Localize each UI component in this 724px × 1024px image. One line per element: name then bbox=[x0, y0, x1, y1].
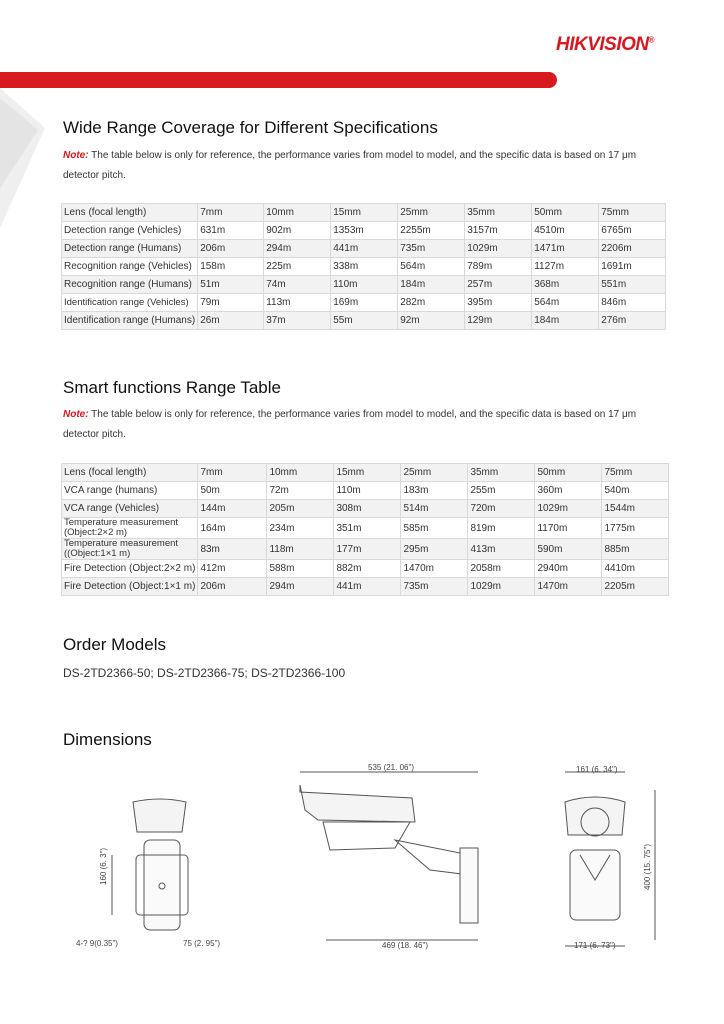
row-label-cell: Temperature measurement ((Object:1×1 m) bbox=[62, 539, 198, 560]
row-label-cell: VCA range (Vehicles) bbox=[62, 500, 198, 518]
value-cell: 540m bbox=[602, 482, 669, 500]
value-cell: 205m bbox=[267, 500, 334, 518]
value-cell: 564m bbox=[398, 258, 465, 276]
value-cell: 789m bbox=[465, 258, 532, 276]
value-cell: 10mm bbox=[264, 204, 331, 222]
value-cell: 118m bbox=[267, 539, 334, 560]
value-cell: 1170m bbox=[535, 518, 602, 539]
value-cell: 413m bbox=[468, 539, 535, 560]
value-cell: 55m bbox=[331, 312, 398, 330]
wide-range-note: Note: The table below is only for reference, the performance varies from model to model, and the specific data is based on 17 μm detector pitch. bbox=[63, 150, 637, 181]
value-cell: 83m bbox=[198, 539, 267, 560]
value-cell: 15mm bbox=[334, 464, 401, 482]
value-cell: 1470m bbox=[401, 560, 468, 578]
value-cell: 183m bbox=[401, 482, 468, 500]
value-cell: 551m bbox=[599, 276, 666, 294]
value-cell: 225m bbox=[264, 258, 331, 276]
value-cell: 564m bbox=[532, 294, 599, 312]
value-cell: 308m bbox=[334, 500, 401, 518]
value-cell: 92m bbox=[398, 312, 465, 330]
table-row bbox=[62, 222, 666, 240]
value-cell: 1029m bbox=[535, 500, 602, 518]
value-cell: 1029m bbox=[465, 240, 532, 258]
row-label-cell: Temperature measurement (Object:2×2 m) bbox=[62, 518, 198, 539]
value-cell: 846m bbox=[599, 294, 666, 312]
value-cell: 206m bbox=[198, 240, 264, 258]
table-row bbox=[62, 258, 666, 276]
table-row bbox=[62, 560, 669, 578]
table-row bbox=[62, 482, 669, 500]
value-cell: 164m bbox=[198, 518, 267, 539]
dimensions-drawing bbox=[0, 760, 724, 970]
value-cell: 588m bbox=[267, 560, 334, 578]
value-cell: 158m bbox=[198, 258, 264, 276]
value-cell: 2205m bbox=[602, 578, 669, 596]
value-cell: 360m bbox=[535, 482, 602, 500]
wide-range-table bbox=[61, 203, 666, 330]
table-row bbox=[62, 518, 669, 539]
value-cell: 294m bbox=[267, 578, 334, 596]
rear-width-top-label: 161 (6. 34") bbox=[576, 765, 618, 774]
value-cell: 2206m bbox=[599, 240, 666, 258]
value-cell: 294m bbox=[264, 240, 331, 258]
smart-range-note: Note: The table below is only for reference, the performance varies from model to model, and the specific data is based on 17 μm detector pitch. bbox=[63, 409, 637, 440]
row-label-cell: Detection range (Vehicles) bbox=[62, 222, 198, 240]
value-cell: 177m bbox=[334, 539, 401, 560]
value-cell: 412m bbox=[198, 560, 267, 578]
rear-height-label: 400 (15. 75") bbox=[643, 844, 652, 890]
table-row bbox=[62, 312, 666, 330]
value-cell: 282m bbox=[398, 294, 465, 312]
decorative-shard-graphic bbox=[0, 88, 60, 238]
table-row bbox=[62, 276, 666, 294]
table-row bbox=[62, 464, 669, 482]
value-cell: 631m bbox=[198, 222, 264, 240]
row-label-cell: Detection range (Humans) bbox=[62, 240, 198, 258]
value-cell: 50mm bbox=[535, 464, 602, 482]
value-cell: 144m bbox=[198, 500, 267, 518]
row-label-cell: Lens (focal length) bbox=[62, 204, 198, 222]
value-cell: 51m bbox=[198, 276, 264, 294]
value-cell: 590m bbox=[535, 539, 602, 560]
value-cell: 184m bbox=[398, 276, 465, 294]
value-cell: 72m bbox=[267, 482, 334, 500]
value-cell: 35mm bbox=[465, 204, 532, 222]
front-height-label: 160 (6. 3") bbox=[99, 847, 108, 885]
value-cell: 395m bbox=[465, 294, 532, 312]
value-cell: 819m bbox=[468, 518, 535, 539]
value-cell: 7mm bbox=[198, 464, 267, 482]
value-cell: 1353m bbox=[331, 222, 398, 240]
table-row bbox=[62, 204, 666, 222]
value-cell: 35mm bbox=[468, 464, 535, 482]
value-cell: 74m bbox=[264, 276, 331, 294]
value-cell: 1775m bbox=[602, 518, 669, 539]
value-cell: 2058m bbox=[468, 560, 535, 578]
value-cell: 255m bbox=[468, 482, 535, 500]
value-cell: 1127m bbox=[532, 258, 599, 276]
row-label-cell: Identification range (Vehicles) bbox=[62, 294, 198, 312]
value-cell: 7mm bbox=[198, 204, 264, 222]
wide-range-heading: Wide Range Coverage for Different Specifications bbox=[63, 118, 438, 137]
value-cell: 50mm bbox=[532, 204, 599, 222]
value-cell: 206m bbox=[198, 578, 267, 596]
value-cell: 441m bbox=[331, 240, 398, 258]
table-row bbox=[62, 500, 669, 518]
order-models-heading: Order Models bbox=[63, 635, 166, 654]
table-row bbox=[62, 294, 666, 312]
value-cell: 295m bbox=[401, 539, 468, 560]
side-mount-label: 469 (18. 46") bbox=[382, 941, 428, 950]
value-cell: 351m bbox=[334, 518, 401, 539]
value-cell: 110m bbox=[331, 276, 398, 294]
value-cell: 50m bbox=[198, 482, 267, 500]
value-cell: 257m bbox=[465, 276, 532, 294]
smart-range-table bbox=[61, 463, 669, 596]
value-cell: 1691m bbox=[599, 258, 666, 276]
side-view-drawing bbox=[300, 772, 478, 940]
value-cell: 184m bbox=[532, 312, 599, 330]
smart-range-heading: Smart functions Range Table bbox=[63, 378, 281, 397]
value-cell: 902m bbox=[264, 222, 331, 240]
table-row bbox=[62, 539, 669, 560]
value-cell: 25mm bbox=[401, 464, 468, 482]
value-cell: 37m bbox=[264, 312, 331, 330]
front-width-label: 75 (2. 95") bbox=[183, 939, 221, 948]
row-label-cell: Recognition range (Humans) bbox=[62, 276, 198, 294]
value-cell: 1471m bbox=[532, 240, 599, 258]
rear-view-drawing bbox=[565, 772, 655, 946]
table-row bbox=[62, 578, 669, 596]
value-cell: 75mm bbox=[602, 464, 669, 482]
header-red-bar bbox=[0, 72, 557, 88]
value-cell: 6765m bbox=[599, 222, 666, 240]
value-cell: 10mm bbox=[267, 464, 334, 482]
value-cell: 514m bbox=[401, 500, 468, 518]
value-cell: 2255m bbox=[398, 222, 465, 240]
row-label-cell: Fire Detection (Object:2×2 m) bbox=[62, 560, 198, 578]
order-models-list: DS-2TD2366-50; DS-2TD2366-75; DS-2TD2366-100 bbox=[63, 666, 346, 680]
value-cell: 129m bbox=[465, 312, 532, 330]
dimensions-heading: Dimensions bbox=[63, 730, 152, 749]
value-cell: 2940m bbox=[535, 560, 602, 578]
value-cell: 720m bbox=[468, 500, 535, 518]
value-cell: 25mm bbox=[398, 204, 465, 222]
value-cell: 735m bbox=[398, 240, 465, 258]
row-label-cell: VCA range (humans) bbox=[62, 482, 198, 500]
value-cell: 276m bbox=[599, 312, 666, 330]
value-cell: 26m bbox=[198, 312, 264, 330]
row-label-cell: Fire Detection (Object:1×1 m) bbox=[62, 578, 198, 596]
value-cell: 4410m bbox=[602, 560, 669, 578]
value-cell: 110m bbox=[334, 482, 401, 500]
value-cell: 75mm bbox=[599, 204, 666, 222]
value-cell: 169m bbox=[331, 294, 398, 312]
hikvision-logo: HIKVISION® bbox=[556, 34, 655, 55]
row-label-cell: Identification range (Humans) bbox=[62, 312, 198, 330]
value-cell: 368m bbox=[532, 276, 599, 294]
row-label-cell: Recognition range (Vehicles) bbox=[62, 258, 198, 276]
value-cell: 1544m bbox=[602, 500, 669, 518]
value-cell: 234m bbox=[267, 518, 334, 539]
value-cell: 441m bbox=[334, 578, 401, 596]
value-cell: 79m bbox=[198, 294, 264, 312]
value-cell: 885m bbox=[602, 539, 669, 560]
row-label-cell: Lens (focal length) bbox=[62, 464, 198, 482]
value-cell: 338m bbox=[331, 258, 398, 276]
rear-width-bottom-label: 171 (6. 73") bbox=[574, 941, 616, 950]
value-cell: 1029m bbox=[468, 578, 535, 596]
front-view-drawing bbox=[112, 799, 188, 930]
value-cell: 113m bbox=[264, 294, 331, 312]
front-holes-label: 4-? 9(0.35") bbox=[76, 939, 118, 948]
value-cell: 1470m bbox=[535, 578, 602, 596]
value-cell: 4510m bbox=[532, 222, 599, 240]
value-cell: 585m bbox=[401, 518, 468, 539]
value-cell: 735m bbox=[401, 578, 468, 596]
side-length-label: 535 (21. 06") bbox=[368, 763, 414, 772]
value-cell: 15mm bbox=[331, 204, 398, 222]
value-cell: 882m bbox=[334, 560, 401, 578]
value-cell: 3157m bbox=[465, 222, 532, 240]
table-row bbox=[62, 240, 666, 258]
